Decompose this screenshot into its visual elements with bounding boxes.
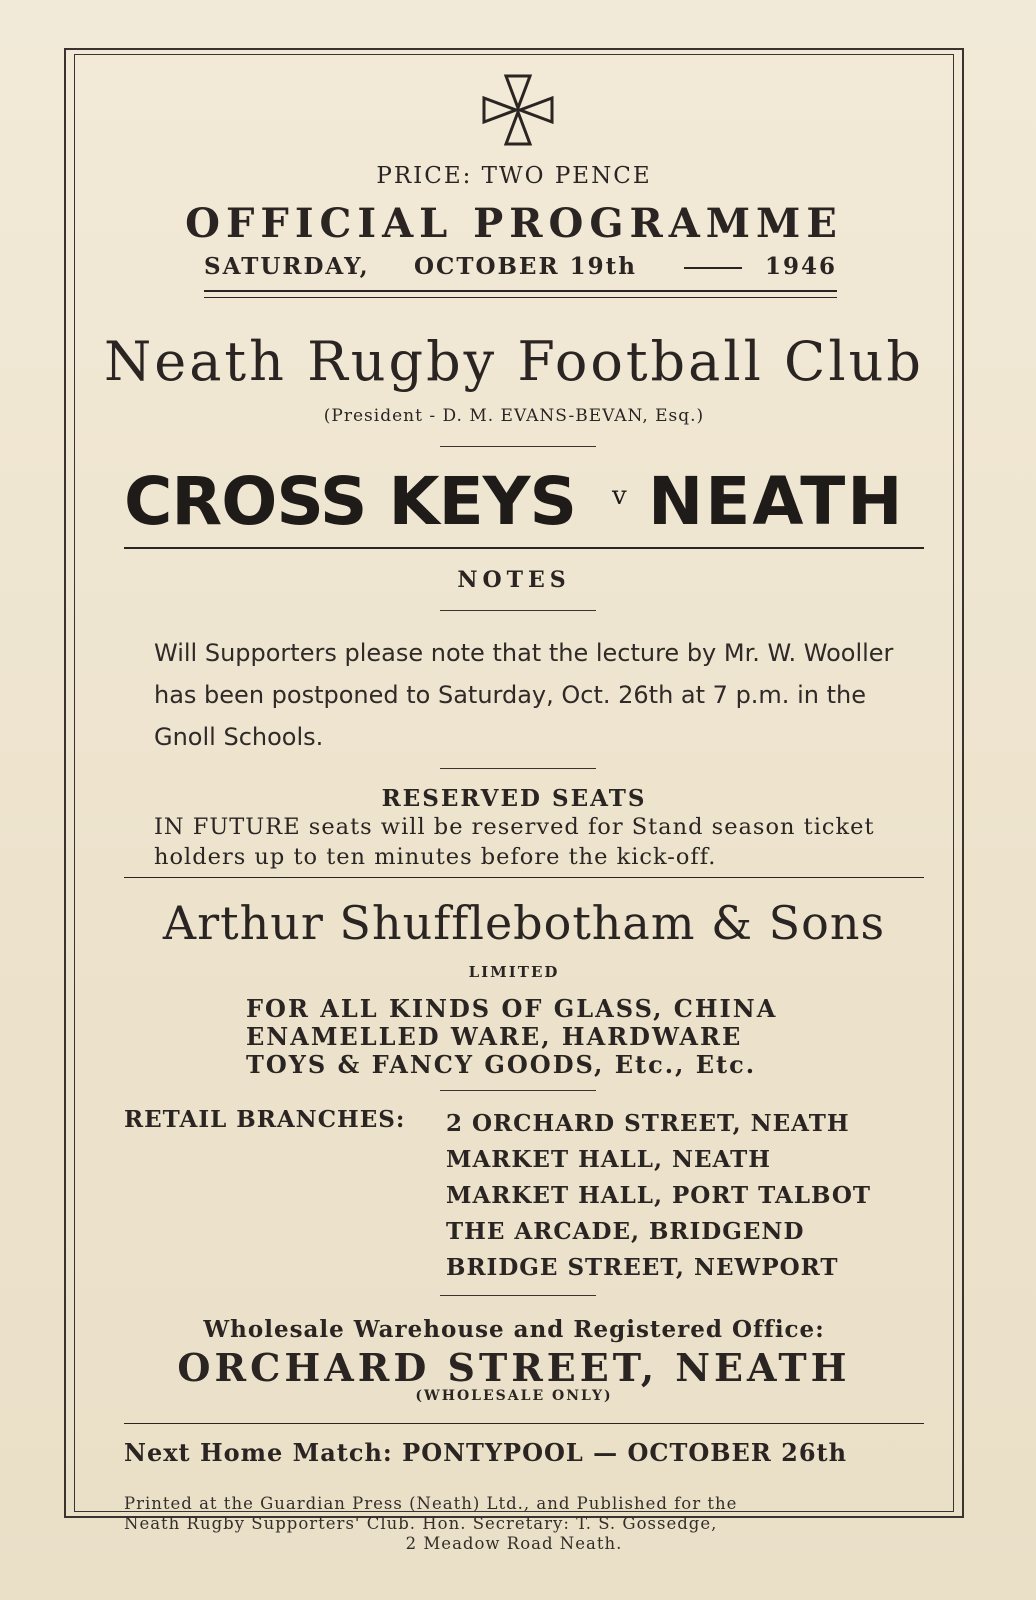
divider <box>440 1090 596 1091</box>
branches-list <box>446 1106 924 1286</box>
branches-label: RETAIL BRANCHES: <box>124 1106 406 1133</box>
printer-imprint <box>124 1494 904 1554</box>
office-address: ORCHARD STREET, NEATH <box>177 1345 851 1390</box>
price-line: PRICE: TWO PENCE <box>376 163 652 189</box>
rule <box>124 547 924 549</box>
imprint-line: Neath Rugby Supporters' Club. Hon. Secretary: T. S. Gossedge, <box>124 1514 718 1533</box>
divider <box>440 1295 596 1296</box>
president-line: (President - D. M. EVANS-BEVAN, Esq.) <box>323 406 705 426</box>
match-title <box>124 463 924 543</box>
goods-line: ENAMELLED WARE, HARDWARE <box>246 1022 743 1051</box>
rule <box>124 1423 924 1424</box>
notes-text: Will Supporters please note that the lecture by Mr. W. Wooller has been postponed to Saturday, Oct. 26th at 7 p.m. in the Gnoll Schools. <box>154 639 894 751</box>
next-home-match: Next Home Match: PONTYPOOL — OCTOBER 26th <box>124 1438 848 1467</box>
advert-goods <box>246 995 806 1079</box>
imprint-line: Printed at the Guardian Press (Neath) Ltd., and Published for the <box>124 1494 738 1513</box>
divider <box>440 610 596 611</box>
reserved-heading: RESERVED SEATS <box>381 785 647 812</box>
branch-item: 2 ORCHARD STREET, NEATH <box>446 1110 850 1137</box>
date-year: 1946 <box>764 253 837 280</box>
goods-line: TOYS & FANCY GOODS, Etc., Etc. <box>246 1050 757 1079</box>
divider <box>440 768 596 769</box>
branch-item: MARKET HALL, PORT TALBOT <box>446 1182 872 1209</box>
wholesale-only: (WHOLESALE ONLY) <box>415 1388 613 1404</box>
programme-heading: OFFICIAL PROGRAMME <box>185 200 843 247</box>
retail-branches <box>124 1106 924 1286</box>
imprint-line: 2 Meadow Road Neath. <box>405 1534 623 1553</box>
double-rule <box>204 290 837 298</box>
branch-item: MARKET HALL, NEATH <box>446 1146 771 1173</box>
divider <box>440 446 596 447</box>
date-day: SATURDAY, <box>204 253 370 280</box>
club-name: Neath Rugby Football Club <box>104 330 924 393</box>
date-line <box>204 253 837 283</box>
reserved-text: IN FUTURE seats will be reserved for Stand season ticket holders up to ten minutes before the kick-off. <box>154 814 875 870</box>
cross-emblem-icon <box>478 70 558 150</box>
wholesale-line: Wholesale Warehouse and Registered Office: <box>203 1316 825 1343</box>
goods-line: FOR ALL KINDS OF GLASS, CHINA <box>246 994 778 1023</box>
branch-item: THE ARCADE, BRIDGEND <box>446 1218 805 1245</box>
date-dash <box>684 267 742 269</box>
notes-heading: NOTES <box>457 567 571 593</box>
advert-limited: LIMITED <box>468 963 560 981</box>
date-month-day: OCTOBER 19th <box>414 253 637 280</box>
versus: v <box>612 481 627 511</box>
advert-firm: Arthur Shufflebotham & Sons <box>162 896 886 950</box>
rule <box>124 877 924 878</box>
away-team: NEATH <box>648 463 905 540</box>
home-team: CROSS KEYS <box>124 463 576 540</box>
branch-item: BRIDGE STREET, NEWPORT <box>446 1254 839 1281</box>
